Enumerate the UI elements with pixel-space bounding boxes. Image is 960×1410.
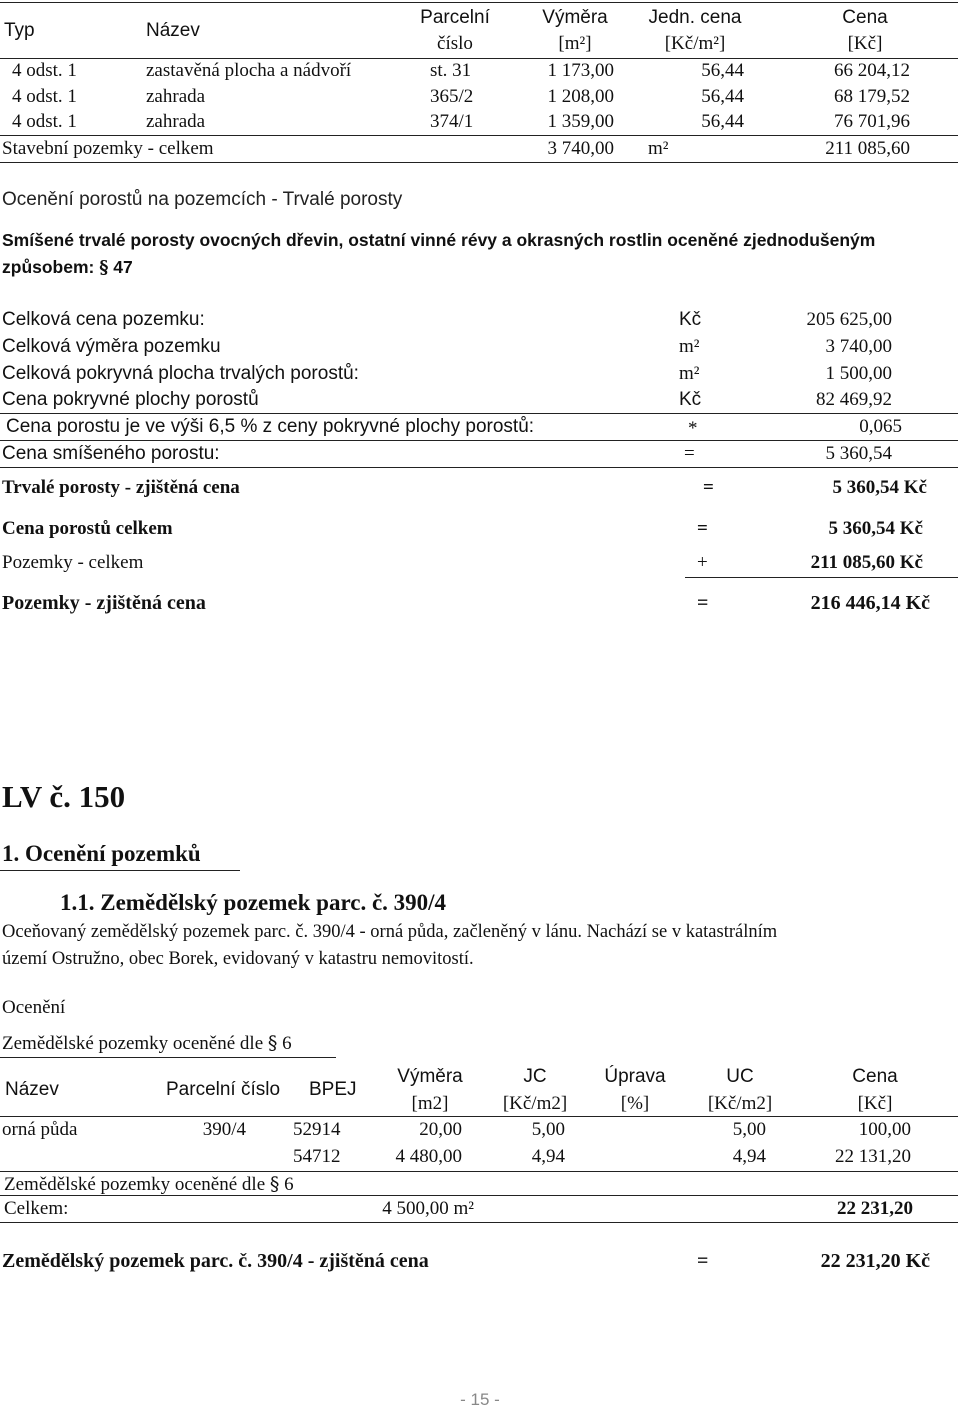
porosty-rule-2 [0,440,958,441]
t1-header-cena: Cena [842,7,888,28]
page-number: - 15 - [460,1390,500,1409]
porosty-rule-1 [0,413,958,414]
cell-uc: 5,00 [732,1119,766,1140]
line-label: Celková pokryvná plocha trvalých porostů: [2,363,359,384]
t1-total-unit: m² [648,138,669,159]
cell-jedn: 56,44 [701,111,744,132]
cell-jedn: 56,44 [701,86,744,107]
t1-header-vymera: Výměra [542,7,608,28]
table2-subtotal-rule [0,1195,958,1196]
line-unit: Kč [679,309,702,330]
line-unit: * [688,418,698,439]
pozemky-zjistena-op: = [697,592,709,614]
line-value: 82 469,92 [816,389,892,410]
porosty-desc-text: způsobem: [2,257,95,277]
pozemky-celkem-value: 211 085,60 Kč [810,552,923,573]
table1-bottom-rule [0,162,958,163]
t1-header-typ: Typ [4,20,35,41]
lv-heading-2: 1.1. Zemědělský pozemek parc. č. 390/4 [60,890,447,915]
line-unit: m² [679,363,700,384]
pozemky-zjistena-value: 216 446,14 Kč [810,592,930,614]
cell-bpej: 52914 [293,1119,341,1140]
zem-heading-text: Zemědělské pozemky oceněné dle [2,1033,264,1054]
t2-header-nazev: Název [5,1079,59,1100]
t2-header-vymera-2: [m2] [411,1093,449,1114]
line-label: Cena pokryvné plochy porostů [2,389,259,410]
summary-sum-rule [685,577,958,578]
cell-parc: 390/4 [202,1119,246,1140]
cell-jc: 4,94 [531,1146,565,1167]
paragraph-sign: § [267,1032,278,1054]
table2-header-rule [0,1116,958,1117]
cell-uc: 4,94 [732,1146,766,1167]
cell-cena: 66 204,12 [834,60,910,81]
line-label: Cena porostu je ve výši 6,5 % z ceny pokryvné plochy porostů: [6,416,535,437]
table1-header-rule [0,58,958,59]
line-value: 0,065 [859,416,902,437]
t2-celkem-label: Celkem: [4,1198,69,1219]
cell-cena: 76 701,96 [834,111,910,132]
t1-total-cena: 211 085,60 [825,138,910,159]
zem-heading-underline [0,1057,336,1058]
porosty-desc-line2 [2,258,133,278]
lv-paragraph-line1: Oceňovaný zemědělský pozemek parc. č. 390/4 - orná půda, začleněný v lánu. Nachází se v katastrálním [2,922,778,942]
line-label: Cena smíšeného porostu: [2,443,220,464]
t2-header-uc-2: [Kč/m2] [707,1093,773,1114]
t1-header-jedn-2: [Kč/m²] [664,33,726,54]
cell-typ: 4 odst. 1 [12,86,77,107]
cell-nazev: zastavěná plocha a nádvoří [146,60,352,81]
line-unit: = [684,443,695,464]
t2-header-cena-2: [Kč] [857,1093,893,1114]
line-value: 5 360,54 [825,443,892,464]
t2-header-vymera: Výměra [397,1066,463,1087]
t2-subtotal-label [4,1174,294,1196]
t1-header-parc-2: číslo [437,33,473,54]
t1-header-parc: Parcelní [420,7,490,28]
t1-total-vymera: 3 740,00 [547,138,614,159]
t2-subtotal-num: 6 [284,1174,294,1195]
t1-header-jedn: Jedn. cena [648,7,742,28]
cell-parc: st. 31 [430,60,472,81]
cell-vymera: 4 480,00 [395,1146,462,1167]
cena-porostu-value: 5 360,54 Kč [828,518,923,539]
cell-cena: 68 179,52 [834,86,910,107]
cell-typ: 4 odst. 1 [12,60,77,81]
trvale-label: Trvalé porosty - zjištěná cena [2,477,240,498]
table1-body-rule [0,135,958,136]
line-unit: Kč [679,389,702,410]
cell-parc: 374/1 [430,111,474,132]
line-label: Celková cena pozemku: [2,309,205,330]
cell-nazev: orná půda [2,1119,78,1140]
line-unit: m² [679,336,700,357]
line-label: Celková výměra pozemku [2,336,221,357]
cell-jc: 5,00 [531,1119,565,1140]
cell-vymera: 1 208,00 [547,86,614,107]
final-op: = [697,1250,709,1272]
t1-header-cena-2: [Kč] [847,33,883,54]
cell-cena: 22 131,20 [835,1146,911,1167]
cell-parc: 365/2 [430,86,474,107]
porosty-heading: Ocenění porostů na pozemcích - Trvalé porosty [2,189,403,210]
t2-header-jc: JC [523,1066,547,1087]
pozemky-celkem-label: Pozemky - celkem [2,552,144,573]
t2-header-bpej: BPEJ [309,1079,357,1100]
oceneni-heading: Ocenění [2,997,66,1018]
trvale-op: = [703,477,714,498]
porosty-rule-3 [0,467,958,468]
cell-nazev: zahrada [146,111,206,132]
t1-header-nazev: Název [146,20,200,41]
cell-nazev: zahrada [146,86,206,107]
final-value: 22 231,20 Kč [820,1250,930,1272]
lv-title: LV č. 150 [2,779,126,814]
zem-heading [2,1033,292,1055]
t2-header-parc: Parcelní číslo [166,1079,281,1100]
cena-porostu-label: Cena porostů celkem [2,518,173,539]
cell-cena: 100,00 [858,1119,911,1140]
porosty-desc-line1: Smíšené trvalé porosty ovocných dřevin, ostatní vinné révy a okrasných rostlin oceněné zjednodušeným [2,230,876,250]
table1-top-rule [0,2,958,3]
line-value: 205 625,00 [806,309,892,330]
lv-heading-1-underline [0,870,240,871]
porosty-desc-num: 47 [113,257,133,277]
lv-heading-1: 1. Ocenění pozemků [2,841,201,866]
t1-total-label: Stavební pozemky - celkem [2,138,214,159]
paragraph-sign: § [269,1173,280,1195]
t2-celkem-vymera: 4 500,00 m² [382,1198,474,1219]
t1-header-vymera-2: [m²] [558,33,592,54]
final-label: Zemědělský pozemek parc. č. 390/4 - zjištěná cena [2,1250,429,1272]
t2-header-cena: Cena [852,1066,898,1087]
table2-body-rule [0,1171,958,1172]
line-value: 1 500,00 [825,363,892,384]
paragraph-sign: § [99,258,109,278]
cena-porostu-op: = [697,518,708,539]
zem-heading-num: 6 [282,1033,292,1054]
t2-header-uprava: Úprava [604,1066,666,1087]
cell-bpej: 54712 [293,1146,341,1167]
cell-vymera: 1 173,00 [547,60,614,81]
trvale-value: 5 360,54 Kč [832,477,927,498]
lv-paragraph-line2: území Ostružno, obec Borek, evidovaný v katastru nemovitostí. [2,949,474,969]
cell-vymera: 1 359,00 [547,111,614,132]
pozemky-zjistena-label: Pozemky - zjištěná cena [2,592,206,614]
cell-typ: 4 odst. 1 [12,111,77,132]
t2-celkem-cena: 22 231,20 [837,1198,913,1219]
t2-header-uprava-2: [%] [620,1093,650,1114]
table2-bottom-rule [0,1222,958,1223]
cell-jedn: 56,44 [701,60,744,81]
t2-header-uc: UC [726,1066,754,1087]
pozemky-celkem-op: + [697,552,708,573]
cell-vymera: 20,00 [419,1119,462,1140]
t2-header-jc-2: [Kč/m2] [502,1093,568,1114]
t2-subtotal-text: Zemědělské pozemky oceněné dle [4,1174,266,1195]
line-value: 3 740,00 [825,336,892,357]
